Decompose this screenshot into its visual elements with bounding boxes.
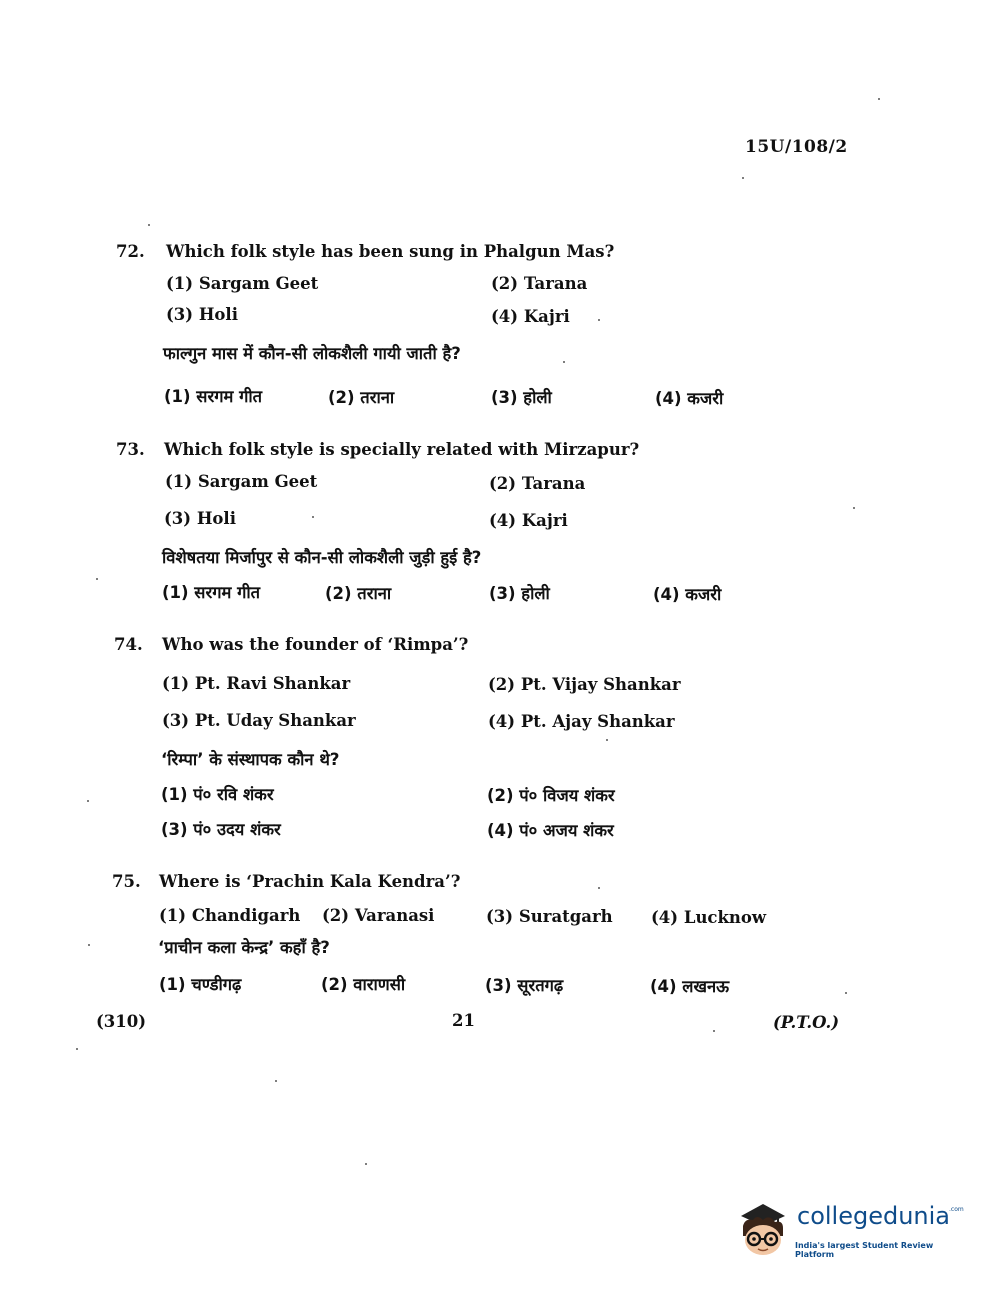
option-hi-2: (2) तराना — [328, 388, 395, 407]
option-en-3: (3) Pt. Uday Shankar — [162, 711, 356, 730]
question-text-hi: ‘प्राचीन कला केन्द्र’ कहाँ है? — [158, 938, 330, 957]
option-en-1: (1) Pt. Ravi Shankar — [162, 674, 351, 693]
option-hi-4: (4) पं० अजय शंकर — [487, 821, 614, 840]
page-number: 21 — [452, 1011, 475, 1030]
option-en-4: (4) Kajri — [489, 511, 568, 530]
option-en-1: (1) Sargam Geet — [165, 472, 318, 491]
option-en-3: (3) Suratgarh — [486, 907, 613, 926]
option-hi-2: (2) तराना — [325, 584, 392, 603]
question-number: 72. — [116, 242, 145, 261]
option-en-3: (3) Holi — [164, 509, 236, 528]
paper-code: 15U/108/2 — [745, 137, 848, 157]
option-en-1: (1) Chandigarh — [159, 906, 301, 925]
pto-label: (P.T.O.) — [773, 1013, 840, 1032]
question-text-en: Who was the founder of ‘Rimpa’? — [162, 635, 469, 654]
option-hi-4: (4) कजरी — [655, 389, 724, 408]
question-text-en: Which folk style has been sung in Phalgun Mas? — [166, 242, 615, 261]
mascot-icon — [733, 1196, 793, 1258]
question-text-hi: विशेषतया मिर्जापुर से कौन-सी लोकशैली जुड़ी हुई है? — [162, 548, 482, 567]
option-hi-3: (3) होली — [489, 584, 550, 603]
option-hi-3: (3) पं० उदय शंकर — [161, 820, 281, 839]
question-number: 75. — [112, 872, 141, 891]
question-text-hi: ‘रिम्पा’ के संस्थापक कौन थे? — [161, 750, 340, 769]
logo-name: collegedunia — [797, 1202, 951, 1230]
footer-code: (310) — [96, 1012, 147, 1031]
option-hi-4: (4) लखनऊ — [650, 977, 730, 996]
option-en-2: (2) Pt. Vijay Shankar — [488, 675, 681, 694]
logo-tagline: India's largest Student Review Platform — [795, 1241, 934, 1259]
option-hi-1: (1) चण्डीगढ़ — [159, 975, 242, 994]
option-en-4: (4) Pt. Ajay Shankar — [488, 712, 675, 731]
option-en-4: (4) Kajri — [491, 307, 570, 326]
collegedunia-logo — [733, 1196, 964, 1266]
option-hi-3: (3) सूरतगढ़ — [485, 976, 564, 995]
question-text-en: Where is ‘Prachin Kala Kendra’? — [159, 872, 461, 891]
option-en-3: (3) Holi — [166, 305, 238, 324]
option-en-1: (1) Sargam Geet — [166, 274, 319, 293]
question-number: 73. — [116, 440, 145, 459]
question-number: 74. — [114, 635, 143, 654]
option-hi-2: (2) वाराणसी — [321, 975, 406, 994]
question-text-en: Which folk style is specially related with Mirzapur? — [164, 440, 640, 459]
option-en-4: (4) Lucknow — [651, 908, 767, 927]
option-hi-1: (1) सरगम गीत — [162, 583, 261, 602]
option-en-2: (2) Varanasi — [322, 906, 435, 925]
option-hi-1: (1) सरगम गीत — [164, 387, 263, 406]
option-hi-3: (3) होली — [491, 388, 552, 407]
option-en-2: (2) Tarana — [489, 474, 586, 493]
option-hi-4: (4) कजरी — [653, 585, 722, 604]
option-en-2: (2) Tarana — [491, 274, 588, 293]
option-hi-1: (1) पं० रवि शंकर — [161, 785, 274, 804]
question-text-hi: फाल्गुन मास में कौन-सी लोकशैली गायी जाती है? — [163, 344, 461, 363]
option-hi-2: (2) पं० विजय शंकर — [487, 786, 615, 805]
logo-domain: .com — [949, 1206, 964, 1213]
